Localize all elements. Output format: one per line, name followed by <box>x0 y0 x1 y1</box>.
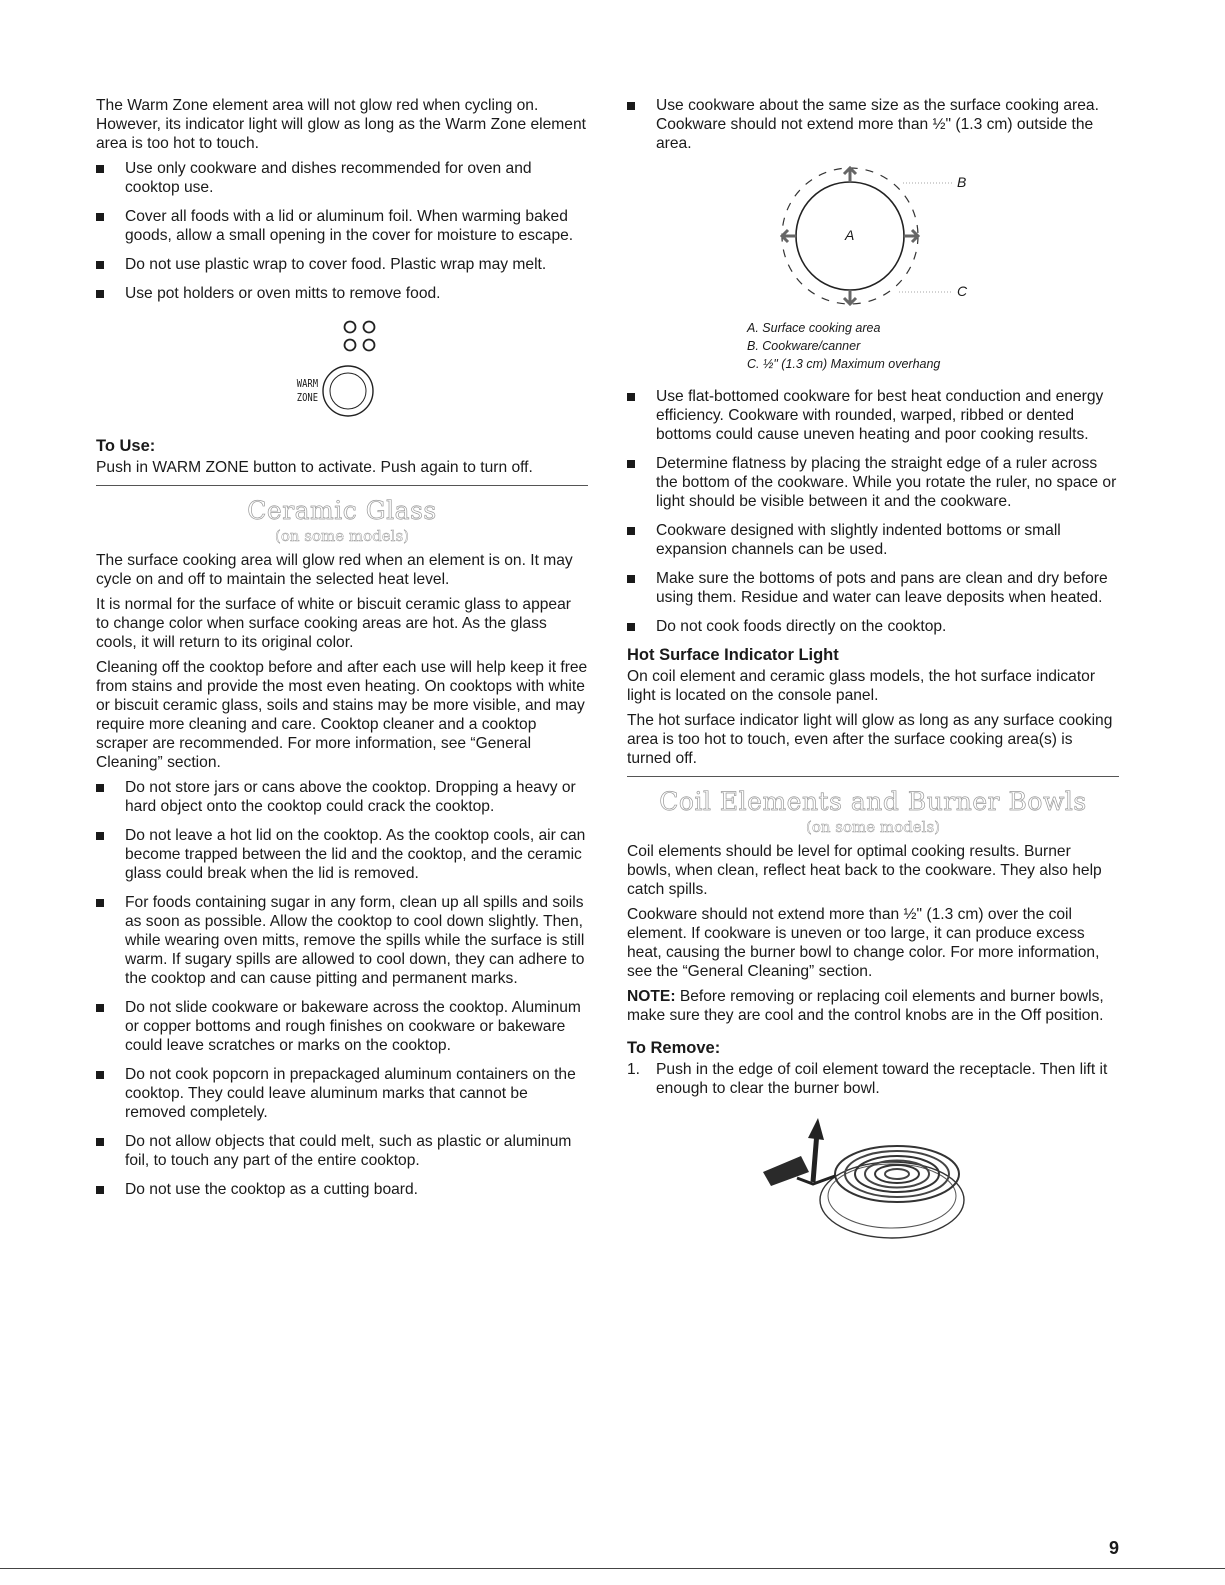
warm-zone-illustration <box>96 313 588 443</box>
hot-surface-heading: Hot Surface Indicator Light <box>627 646 839 664</box>
list-item: Cookware designed with slightly indented bottoms or small expansion channels can be used. <box>627 521 1119 559</box>
caption-c: C. ½" (1.3 cm) Maximum overhang <box>747 357 941 371</box>
coil-paragraph-2: Cookware should not extend more than ½" (1.3 cm) over the coil element. If cookware is uneven or too large, it can produce excess heat, causing the burner bowl to change color. For more information, see the “General Cleaning” section. <box>627 906 1100 980</box>
hot-surface-paragraph-2: The hot surface indicator light will glow as long as any surface cooking area is too hot to touch, even after the surface cooking area(s) is turned off. <box>627 712 1113 767</box>
list-item: Use flat-bottomed cookware for best heat conduction and energy efficiency. Cookware with rounded, warped, ribbed or dented bottoms could cause uneven heating and poor cooking results. <box>627 387 1119 444</box>
ceramic-paragraph-3: Cleaning off the cooktop before and after each use will help keep it free from stains and provide the most even heating. On cooktops with white or biscuit ceramic glass, soils and stains may be more visible, and may require more cleaning and care. Cooktop cleaner and a cooktop scraper are recommended. For more information, see “General Cleaning” section. <box>96 659 588 771</box>
diagram-label-a: A <box>845 227 855 243</box>
cookware-size-bullet <box>627 96 1119 153</box>
element-layout-icon <box>340 317 380 357</box>
step-number: 1. <box>627 1061 641 1078</box>
list-item: For foods containing sugar in any form, clean up all spills and soils as soon as possible. Allow the cooktop to cool down slightly. Then, while wearing oven mitts, remove the spills while the surface is still warm. If sugary spills are allowed to cool down, they can adhere to the cooktop and can cause pitting and permanent marks. <box>96 893 588 988</box>
list-item: Do not cook foods directly on the cooktop. <box>627 617 1119 636</box>
warm-zone-knob-icon <box>320 361 380 421</box>
right-column <box>627 96 1119 1262</box>
remove-steps <box>627 1060 1119 1098</box>
caption-a: A. Surface cooking area <box>747 321 881 335</box>
list-item: Do not leave a hot lid on the cooktop. As the cooktop cools, air can become trapped between the lid and the cooktop, and the ceramic glass could break when the lid is removed. <box>96 826 588 883</box>
caption-b: B. Cookware/canner <box>747 339 861 353</box>
list-item <box>627 1060 1119 1098</box>
to-remove-heading: To Remove: <box>627 1039 721 1057</box>
list-item: Use cookware about the same size as the surface cooking area. Cookware should not extend more than ½" (1.3 cm) outside the area. <box>627 96 1119 153</box>
list-item: Do not use the cooktop as a cutting board. <box>96 1180 588 1199</box>
page-number: 9 <box>1108 1538 1119 1558</box>
to-use-heading: To Use: <box>96 437 156 455</box>
list-item: Use pot holders or oven mitts to remove food. <box>96 284 588 303</box>
diagram-label-c: C <box>957 283 968 299</box>
coil-elements-subtitle: (on some models) <box>806 818 940 836</box>
hot-surface-paragraph-1: On coil element and ceramic glass models, the hot surface indicator light is located on the console panel. <box>627 668 1096 704</box>
divider <box>96 485 588 486</box>
step-text: Push in the edge of coil element toward the receptacle. Then lift it enough to clear the burner bowl. <box>656 1061 1108 1097</box>
cookware-bullets <box>627 387 1119 636</box>
left-column <box>96 96 588 1209</box>
note-label: NOTE: <box>627 988 676 1005</box>
coil-paragraph-1: Coil elements should be level for optimal cooking results. Burner bowls, when clean, reflect heat back to the cookware. They also help catch spills. <box>627 843 1102 898</box>
warm-zone-bullets <box>96 159 588 303</box>
list-item: Use only cookware and dishes recommended for oven and cooktop use. <box>96 159 588 197</box>
list-item: Do not slide cookware or bakeware across the cooktop. Aluminum or copper bottoms and rough finishes on cookware or bakeware could leave scratches or marks on the cooktop. <box>96 998 588 1055</box>
divider <box>627 776 1119 777</box>
coil-element-illustration <box>627 1112 1119 1262</box>
ceramic-glass-title: Ceramic Glass <box>247 496 437 525</box>
warm-zone-intro: The Warm Zone element area will not glow red when cycling on. However, its indicator light will glow as long as the Warm Zone element area is too hot to touch. <box>96 97 586 152</box>
note-paragraph <box>627 987 1119 1025</box>
ceramic-paragraph-1: The surface cooking area will glow red when an element is on. It may cycle on and off to maintain the selected heat level. <box>96 552 573 588</box>
list-item: Do not use plastic wrap to cover food. Plastic wrap may melt. <box>96 255 588 274</box>
cookware-diagram-icon <box>627 157 987 319</box>
to-use-text: Push in WARM ZONE button to activate. Push again to turn off. <box>96 459 533 476</box>
list-item: Determine flatness by placing the straight edge of a ruler across the bottom of the cookware. While you rotate the ruler, no space or light should be visible between it and the cookware. <box>627 454 1119 511</box>
coil-element-icon <box>757 1112 997 1252</box>
ceramic-paragraph-2: It is normal for the surface of white or biscuit ceramic glass to appear to change color when surface cooking areas are hot. As the glass cools, it will return to its original color. <box>96 596 571 651</box>
list-item: Cover all foods with a lid or aluminum foil. When warming baked goods, allow a small opening in the cover for moisture to escape. <box>96 207 588 245</box>
list-item: Do not allow objects that could melt, such as plastic or aluminum foil, to touch any part of the entire cooktop. <box>96 1132 588 1170</box>
ceramic-bullets <box>96 778 588 1199</box>
list-item: Do not cook popcorn in prepackaged aluminum containers on the cooktop. They could leave aluminum marks that cannot be removed completely. <box>96 1065 588 1122</box>
diagram-label-b: B <box>957 174 967 190</box>
cookware-overhang-diagram <box>627 157 1119 319</box>
note-text: Before removing or replacing coil elements and burner bowls, make sure they are cool and the control knobs are in the Off position. <box>627 988 1104 1024</box>
coil-elements-title: Coil Elements and Burner Bowls <box>659 787 1087 816</box>
list-item: Make sure the bottoms of pots and pans are clean and dry before using them. Residue and water can leave deposits when heated. <box>627 569 1119 607</box>
bottom-rule <box>0 1568 1225 1569</box>
ceramic-glass-subtitle: (on some models) <box>275 527 409 545</box>
warm-zone-label: WARM ZONE <box>296 377 318 404</box>
list-item: Do not store jars or cans above the cooktop. Dropping a heavy or hard object onto the cooktop could crack the cooktop. <box>96 778 588 816</box>
diagram-caption <box>747 319 1119 373</box>
